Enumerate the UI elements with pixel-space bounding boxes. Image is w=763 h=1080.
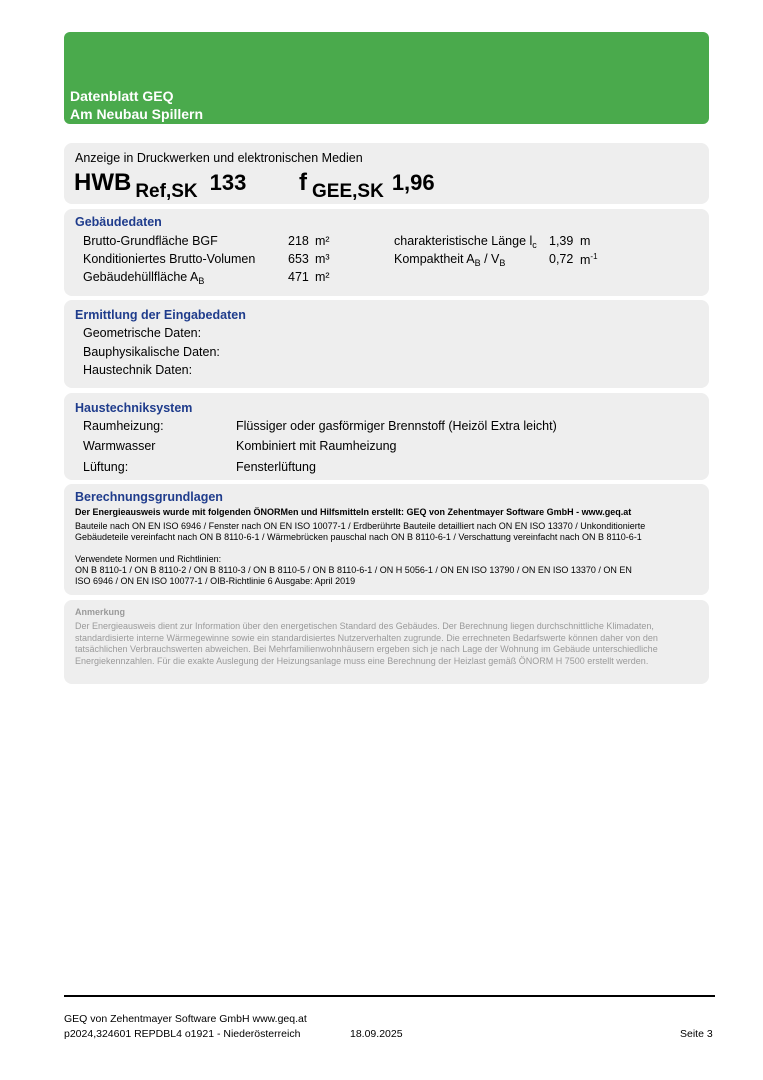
footer-divider xyxy=(64,995,715,997)
lueftung-value: Fensterlüftung xyxy=(236,460,316,474)
char-length-value: 1,39 xyxy=(549,234,574,248)
bgf-label: Brutto-Grundfläche BGF xyxy=(83,234,218,248)
footer-company: GEQ von Zehentmayer Software GmbH www.geq.at xyxy=(64,1013,307,1025)
eingabedaten-section xyxy=(64,300,709,388)
berechnung-intro: Der Energieausweis wurde mit folgenden ÖNORMen und Hilfsmitteln erstellt: GEQ von Zehentmayer Software GmbH - www.geq.at xyxy=(75,507,632,517)
hwb-value: 133 xyxy=(209,170,247,195)
eingabedaten-title: Ermittlung der Eingabedaten xyxy=(75,308,246,322)
anmerkung-line1: Der Energieausweis dient zur Information über den energetischen Standard des Gebäudes. Der Berechnung liegen durchschnittliche Klimadaten, xyxy=(75,621,654,631)
bauphysikalische-daten-label: Bauphysikalische Daten: xyxy=(83,345,220,359)
fgee-value: 1,96 xyxy=(391,170,435,195)
display-caption: Anzeige in Druckwerken und elektronischen Medien xyxy=(75,151,363,165)
footer-code: p2024,324601 REPDBL4 o1921 - Niederösterreich xyxy=(64,1028,301,1040)
anmerkung-line4: Energiekennzahlen. Für die exakte Auslegung der Heizungsanlage muss eine Berechnung der Heizlast gemäß ÖNORM H 7500 erstellt werden. xyxy=(75,655,649,666)
hwb-indicator xyxy=(74,169,247,202)
fgee-subscript: GEE,SK xyxy=(312,181,384,202)
hwb-label: HWB xyxy=(74,169,132,196)
hwb-subscript: Ref,SK xyxy=(135,181,198,202)
berechnung-title: Berechnungsgrundlagen xyxy=(75,490,223,504)
normen-line1: ON B 8110-1 / ON B 8110-2 / ON B 8110-3 / ON B 8110-5 / ON B 8110-6-1 / ON H 5056-1 / ON EN ISO 13790 / ON EN ISO 13370 / ON EN xyxy=(75,565,632,575)
volume-value: 653 xyxy=(288,252,309,266)
document-title: Datenblatt GEQ xyxy=(70,88,174,104)
volume-label: Konditioniertes Brutto-Volumen xyxy=(83,252,256,266)
huellflaeche-value: 471 xyxy=(288,270,309,284)
normen-line2: ISO 6946 / ON EN ISO 10077-1 / OIB-Richtlinie 6 Ausgabe: April 2019 xyxy=(75,576,356,586)
berechnung-text-line1: Bauteile nach ON EN ISO 6946 / Fenster nach ON EN ISO 10077-1 / Erdberührte Bauteile detailliert nach ON EN ISO 13370 / Unkonditionierte xyxy=(75,521,646,531)
anmerkung-line3: tatsächlichen Verbrauchswerten abweichen. Bei Mehrfamilienwohnhäusern ergeben sich je nach Lage der Wohnung im Gebäude unterschiedliche xyxy=(75,644,658,654)
huellflaeche-label: Gebäudehüllfläche $A_B$ xyxy=(83,270,205,286)
huellflaeche-unit: m² xyxy=(315,270,330,284)
char-length-unit: m xyxy=(580,234,591,248)
raumheizung-value: Flüssiger oder gasförmiger Brennstoff (Heizöl Extra leicht) xyxy=(236,419,557,433)
bgf-unit: m² xyxy=(315,234,330,248)
footer-date: 18.09.2025 xyxy=(350,1028,403,1040)
gebaeudedaten-title: Gebäudedaten xyxy=(75,215,162,229)
haustechnik-title: Haustechniksystem xyxy=(75,401,193,415)
kompaktheit-value: 0,72 xyxy=(549,252,574,266)
kompaktheit-unit: $m^{-1}$ xyxy=(580,252,598,267)
anmerkung-section xyxy=(64,600,709,684)
haustechnik-section xyxy=(64,393,709,480)
project-name: Am Neubau Spillern xyxy=(70,106,204,122)
normen-title: Verwendete Normen und Richtlinien: xyxy=(75,554,222,564)
fgee-label: f xyxy=(299,169,307,196)
warmwasser-label: Warmwasser xyxy=(83,439,156,453)
raumheizung-label: Raumheizung: xyxy=(83,419,164,433)
volume-unit: m³ xyxy=(315,252,330,266)
berechnung-text-line2: Gebäudeteile vereinfacht nach ON B 8110-6-1 / Wärmebrücken pauschal nach ON B 8110-6-1 / Verschattung vereinfacht nach ON B 8110-6-1 xyxy=(75,532,642,542)
footer-page: Seite 3 xyxy=(680,1028,713,1040)
anmerkung-title: Anmerkung xyxy=(75,607,126,617)
berechnung-section xyxy=(64,484,709,595)
display-box xyxy=(64,143,709,204)
fgee-indicator xyxy=(299,169,435,202)
char-length-label: charakteristische Länge $l_c$ xyxy=(394,234,537,250)
lueftung-label: Lüftung: xyxy=(83,460,129,474)
haustechnik-daten-label: Haustechnik Daten: xyxy=(83,363,193,377)
warmwasser-value: Kombiniert mit Raumheizung xyxy=(236,439,397,453)
kompaktheit-label: Kompaktheit $A_B / V_B$ xyxy=(394,252,506,268)
header-banner xyxy=(64,32,709,124)
anmerkung-line2: standardisierte interne Wärmegewinne sowie ein standardisiertes Nutzerverhalten zugrunde. Die errechneten Bedarfswerte können daher von den xyxy=(75,632,658,643)
gebaeudedaten-section xyxy=(64,209,709,296)
bgf-value: 218 xyxy=(288,234,309,248)
geometrische-daten-label: Geometrische Daten: xyxy=(83,326,202,340)
